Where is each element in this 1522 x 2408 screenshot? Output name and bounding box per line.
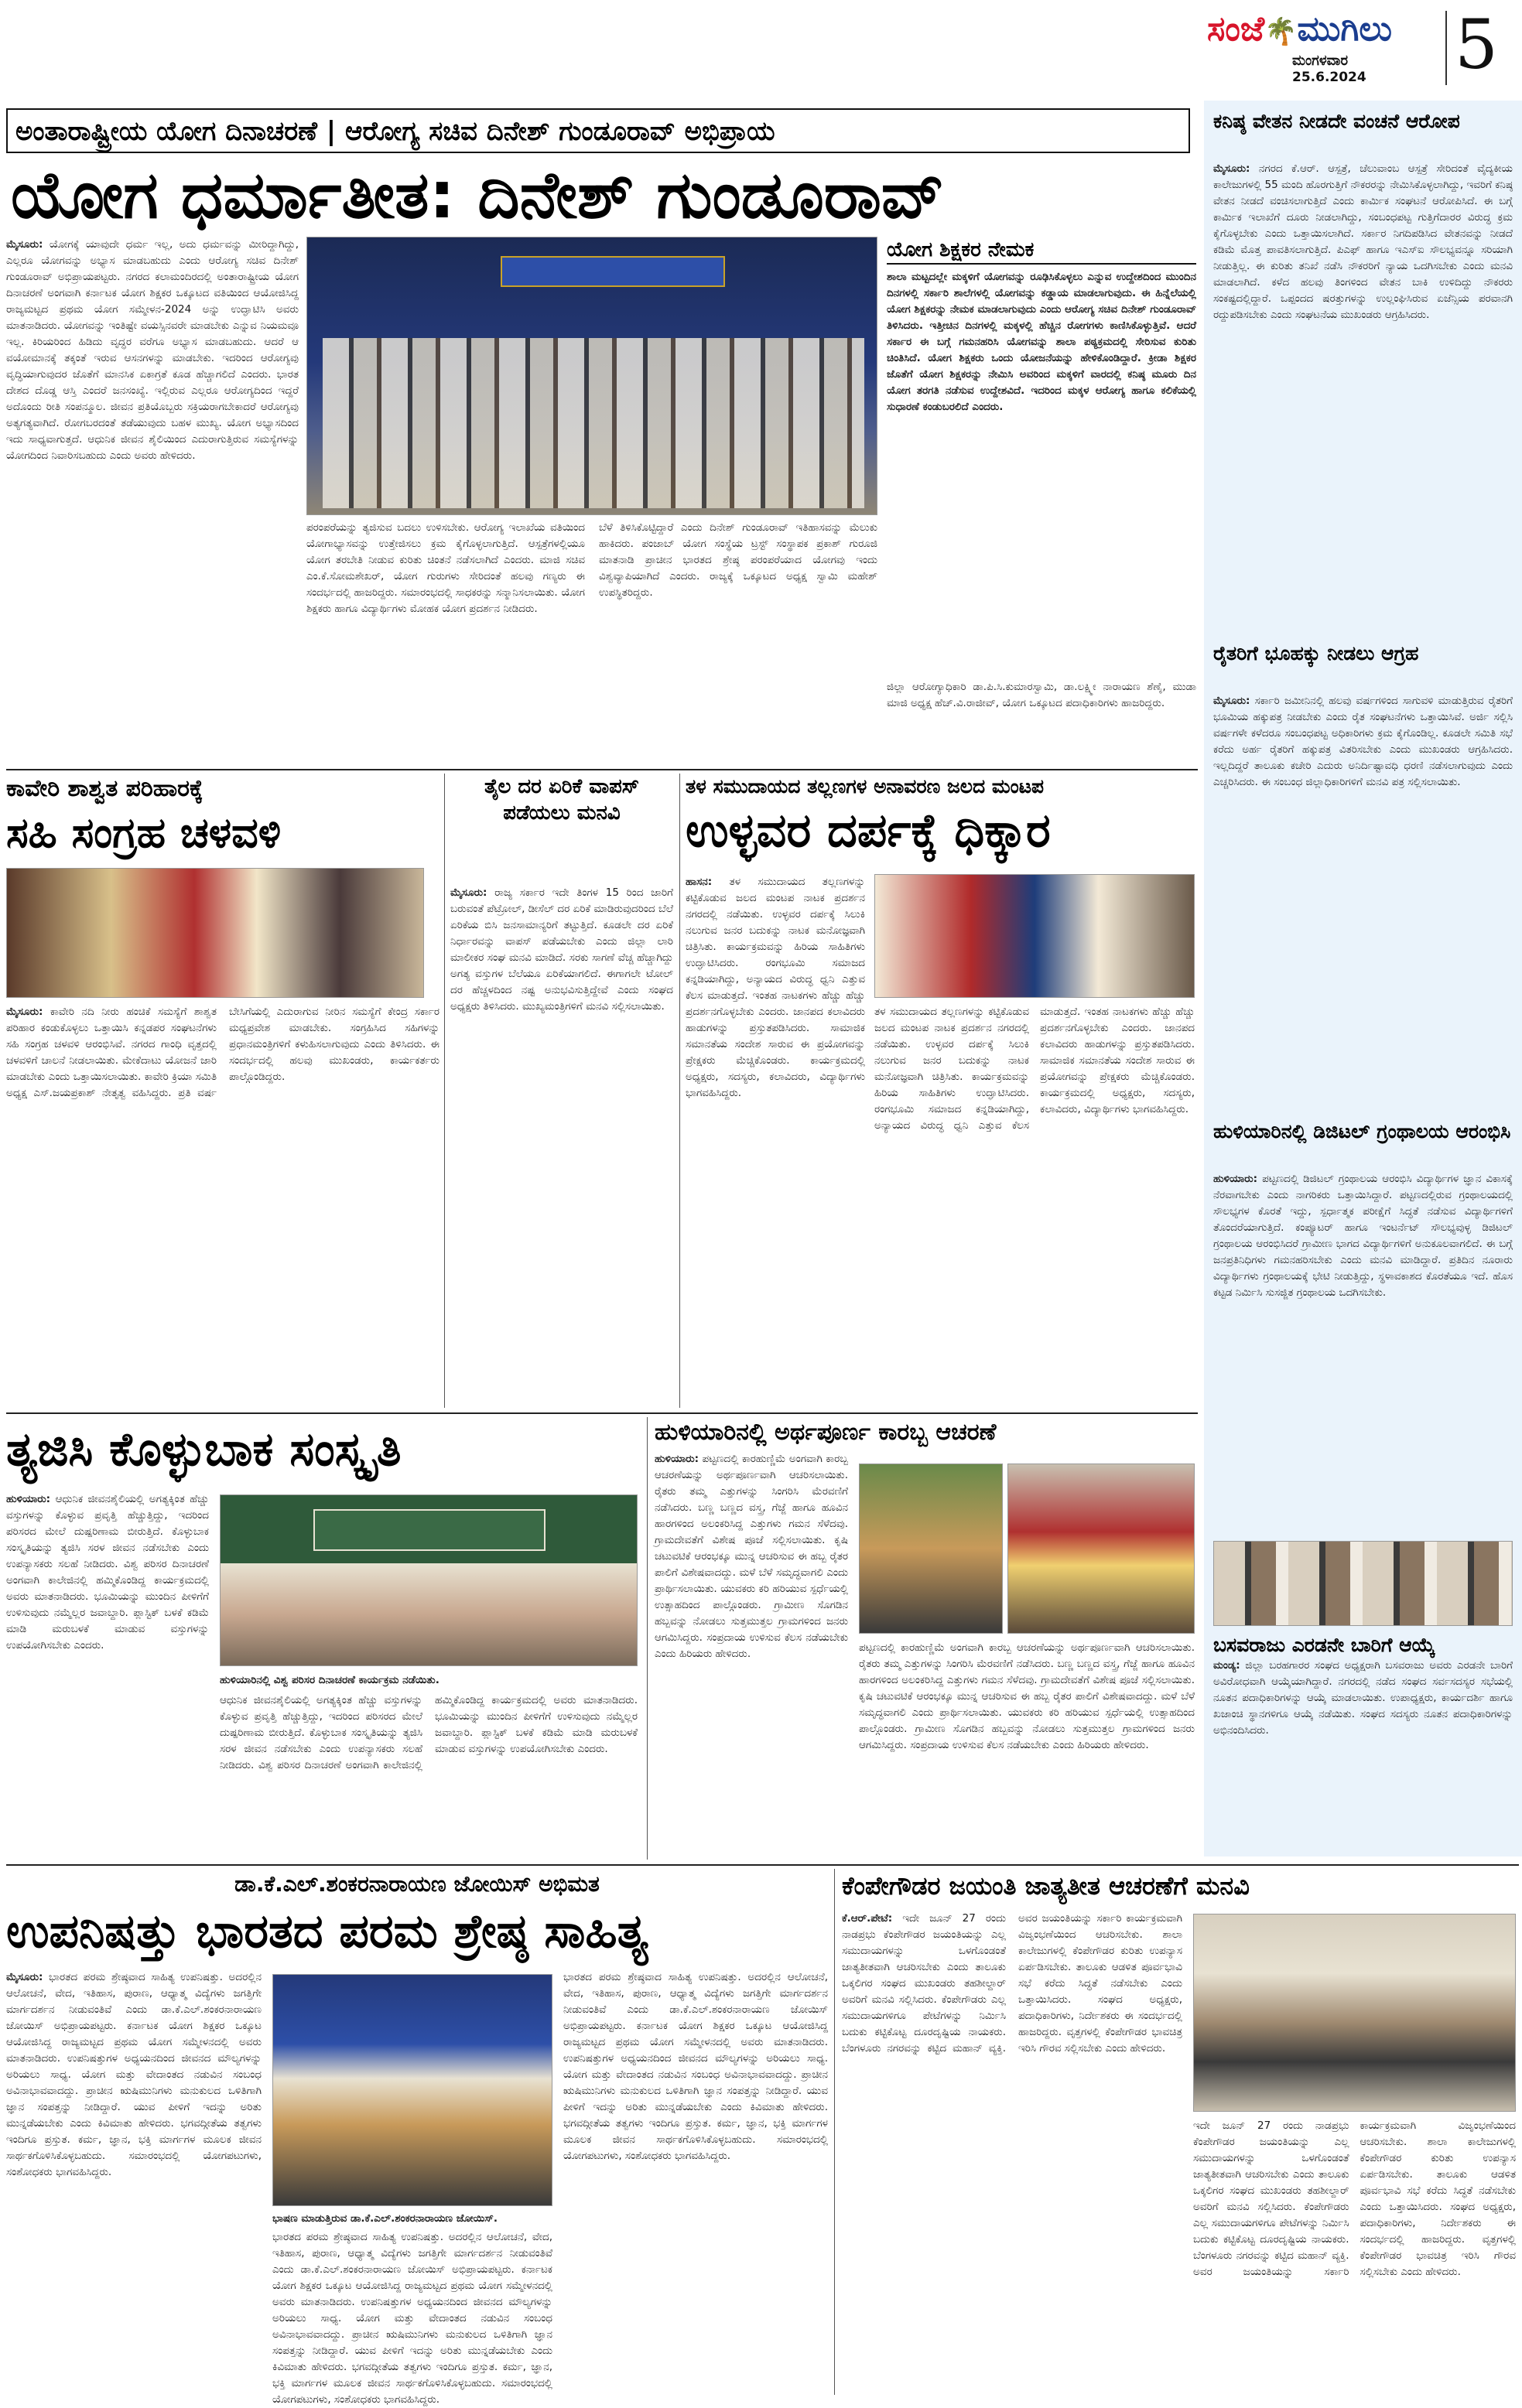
- upanishad-body-right: ಭಾರತದ ಪರಮ ಶ್ರೇಷ್ಠವಾದ ಸಾಹಿತ್ಯ ಉಪನಿಷತ್ತು. ಅದರಲ್ಲಿನ ಆಲೋಚನೆ, ವೇದ, ಇತಿಹಾಸ, ಪುರಾಣ, ಆಧ್ಯಾತ್ಮ ವಿದ್ಯೆಗಳು ಜಗತ್ತಿಗೇ ಮಾರ್ಗದರ್ಶನ ನೀಡುವಂತಿವೆ ಎಂದು ಡಾ.ಕೆ.ಎಲ್.ಶಂಕರನಾರಾಯಣ ಜೋಯಿಸ್ ಅಭಿಪ್ರಾಯಪಟ್ಟರು. ಕರ್ನಾಟಕ ಯೋಗ ಶಿಕ್ಷಕರ ಒಕ್ಕೂಟ ಆಯೋಜಿಸಿದ್ದ ರಾಜ್ಯಮಟ್ಟದ ಪ್ರಥಮ ಯೋಗ ಸಮ್ಮೇಳನದಲ್ಲಿ ಅವರು ಮಾತನಾಡಿದರು. ಉಪನಿಷತ್ತುಗಳ ಅಧ್ಯಯನದಿಂದ ಜೀವನದ ಮೌಲ್ಯಗಳನ್ನು ಅರಿಯಲು ಸಾಧ್ಯ. ಯೋಗ ಮತ್ತು ವೇದಾಂತದ ನಡುವಿನ ಸಂಬಂಧ ಅವಿನಾಭಾವವಾದದ್ದು. ಪ್ರಾಚೀನ ಋಷಿಮುನಿಗಳು ಮನುಕುಲದ ಒಳಿತಿಗಾಗಿ ಜ್ಞಾನ ಸಂಪತ್ತನ್ನು ನೀಡಿದ್ದಾರೆ. ಯುವ ಪೀಳಿಗೆ ಇದನ್ನು ಅರಿತು ಮುನ್ನಡೆಯಬೇಕು ಎಂದು ಕಿವಿಮಾತು ಹೇಳಿದರು. ಭಗವದ್ಗೀತೆಯ ತತ್ವಗಳು ಇಂದಿಗೂ ಪ್ರಸ್ತುತ. ಕರ್ಮ, ಜ್ಞಾನ, ಭಕ್ತಿ ಮಾರ್ಗಗಳ ಮೂಲಕ ಜೀವನ ಸಾರ್ಥಕಗೊಳಿಸಿಕೊಳ್ಳಬಹುದು. ಸಮಾರಂಭದಲ್ಲಿ ಯೋಗಪಟುಗಳು, ಸಂಶೋಧಕರು ಭಾಗವಹಿಸಿದ್ದರು.: [563, 1971, 828, 2162]
- karabba-photo-2: [1007, 1464, 1195, 1634]
- vrule-row2-a: [444, 774, 445, 1408]
- drama-body-left: ಹಾಸನ: ತಳ ಸಮುದಾಯದ ತಲ್ಲಣಗಳನ್ನು ಕಟ್ಟಿಕೊಡುವ ಜಲದ ಮಂಟಪ ನಾಟಕ ಪ್ರದರ್ಶನ ನಗರದಲ್ಲಿ ನಡೆಯಿತು. ಉಳ್ಳವರ ದರ್ಪಕ್ಕೆ ಸಿಲುಕಿ ನಲುಗುವ ಜನರ ಬದುಕನ್ನು ನಾಟಕ ಮನೋಜ್ಞವಾಗಿ ಚಿತ್ರಿಸಿತು. ಕಾರ್ಯಕ್ರಮವನ್ನು ಹಿರಿಯ ಸಾಹಿತಿಗಳು ಉದ್ಘಾಟಿಸಿದರು. ರಂಗಭೂಮಿ ಸಮಾಜದ ಕನ್ನಡಿಯಾಗಿದ್ದು, ಅನ್ಯಾಯದ ವಿರುದ್ಧ ಧ್ವನಿ ಎತ್ತುವ ಕೆಲಸ ಮಾಡುತ್ತದೆ. ಇಂತಹ ನಾಟಕಗಳು ಹೆಚ್ಚು ಹೆಚ್ಚು ಪ್ರದರ್ಶನಗೊಳ್ಳಬೇಕು ಎಂದರು. ಜಾನಪದ ಕಲಾವಿದರು ಹಾಡುಗಳನ್ನು ಪ್ರಸ್ತುತಪಡಿಸಿದರು. ಸಾಮಾಜಿಕ ಸಮಾನತೆಯ ಸಂದೇಶ ಸಾರುವ ಈ ಪ್ರಯೋಗವನ್ನು ಪ್ರೇಕ್ಷಕರು ಮೆಚ್ಚಿಕೊಂಡರು. ಕಾರ್ಯಕ್ರಮದಲ್ಲಿ ಅಧ್ಯಕ್ಷರು, ಸದಸ್ಯರು, ಕಲಾವಿದರು, ವಿದ್ಯಾರ್ಥಿಗಳು ಭಾಗವಹಿಸಿದ್ದರು.: [686, 876, 866, 1099]
- story-kempegowda: [842, 1869, 1519, 2395]
- right-b-body: ಮೈಸೂರು: ಸರ್ಕಾರಿ ಜಮೀನಿನಲ್ಲಿ ಹಲವು ವರ್ಷಗಳಿಂದ ಸಾಗುವಳಿ ಮಾಡುತ್ತಿರುವ ರೈತರಿಗೆ ಭೂಮಿಯ ಹಕ್ಕುಪತ್ರ ನೀಡಬೇಕು ಎಂದು ರೈತ ಸಂಘಟನೆಗಳು ಒತ್ತಾಯಿಸಿವೆ. ಅರ್ಜಿ ಸಲ್ಲಿಸಿ ವರ್ಷಗಳೇ ಕಳೆದರೂ ಸಂಬಂಧಪಟ್ಟ ಅಧಿಕಾರಿಗಳು ಕ್ರಮ ಕೈಗೊಂಡಿಲ್ಲ. ಕೂಡಲೇ ಸಮಿತಿ ಸಭೆ ಕರೆದು ಅರ್ಹ ರೈತರಿಗೆ ಹಕ್ಕುಪತ್ರ ವಿತರಿಸಬೇಕು ಎಂದು ಮುಖಂಡರು ಆಗ್ರಹಿಸಿದರು. ಇಲ್ಲದಿದ್ದರೆ ತಾಲೂಕು ಕಚೇರಿ ಎದುರು ಅನಿರ್ದಿಷ್ಟಾವಧಿ ಧರಣಿ ನಡೆಸಲಾಗುವುದು ಎಂದು ಎಚ್ಚರಿಸಿದರು. ಈ ಸಂಬಂಧ ಜಿಲ್ಲಾಧಿಕಾರಿಗಳಿಗೆ ಮನವಿ ಪತ್ರ ಸಲ್ಲಿಸಲಾಯಿತು.: [1213, 695, 1513, 788]
- right-c-photo: [1213, 1541, 1513, 1626]
- stage-banner: [501, 256, 725, 287]
- consumer-photo: [220, 1494, 638, 1666]
- kempegowda-body-left: ಕೆ.ಆರ್.ಪೇಟೆ: ಇದೇ ಜೂನ್ 27 ರಂದು ನಾಡಪ್ರಭು ಕೆಂಪೇಗೌಡರ ಜಯಂತಿಯನ್ನು ಎಲ್ಲ ಸಮುದಾಯಗಳನ್ನು ಒಳಗೊಂಡಂತೆ ಜಾತ್ಯತೀತವಾಗಿ ಆಚರಿಸಬೇಕು ಎಂದು ತಾಲೂಕು ಒಕ್ಕಲಿಗರ ಸಂಘದ ಮುಖಂಡರು ತಹಶೀಲ್ದಾರ್ ಅವರಿಗೆ ಮನವಿ ಸಲ್ಲಿಸಿದರು. ಕೆಂಪೇಗೌಡರು ಎಲ್ಲ ಸಮುದಾಯಗಳಿಗೂ ಪೇಟೆಗಳನ್ನು ನಿರ್ಮಿಸಿ ಬದುಕು ಕಟ್ಟಿಕೊಟ್ಟ ದೂರದೃಷ್ಟಿಯ ನಾಯಕರು. ಬೆಂಗಳೂರು ನಗರವನ್ನು ಕಟ್ಟಿದ ಮಹಾನ್ ವ್ಯಕ್ತಿ. ಅವರ ಜಯಂತಿಯನ್ನು ಸರ್ಕಾರಿ ಕಾರ್ಯಕ್ರಮವಾಗಿ ವಿಜೃಂಭಣೆಯಿಂದ ಆಚರಿಸಬೇಕು. ಶಾಲಾ ಕಾಲೇಜುಗಳಲ್ಲಿ ಕೆಂಪೇಗೌಡರ ಕುರಿತು ಉಪನ್ಯಾಸ ಏರ್ಪಡಿಸಬೇಕು. ತಾಲೂಕು ಆಡಳಿತ ಪೂರ್ವಭಾವಿ ಸಭೆ ಕರೆದು ಸಿದ್ಧತೆ ನಡೆಸಬೇಕು ಎಂದು ಒತ್ತಾಯಿಸಿದರು. ಸಂಘದ ಅಧ್ಯಕ್ಷರು, ಪದಾಧಿಕಾರಿಗಳು, ನಿರ್ದೇಶಕರು ಈ ಸಂದರ್ಭದಲ್ಲಿ ಹಾಜರಿದ್ದರು. ವೃತ್ತಗಳಲ್ಲಿ ಕೆಂಪೇಗೌಡರ ಭಾವಚಿತ್ರ ಇರಿಸಿ ಗೌರವ ಸಲ್ಲಿಸಬೇಕು ಎಂದು ಹೇಳಿದರು.: [842, 1912, 1182, 2054]
- masthead-day: ಮಂಗಳವಾರ: [1292, 53, 1349, 69]
- upanishad-headline: ಉಪನಿಷತ್ತು ಭಾರತದ ಪರಮ ಶ್ರೇಷ್ಠ ಸಾಹಿತ್ಯ: [6, 1904, 648, 1959]
- lead-body-col1: [6, 237, 299, 763]
- lead-headline: ಯೋಗ ಧರ್ಮಾತೀತ: ದಿನೇಶ್ ಗುಂಡೂರಾವ್: [11, 157, 945, 233]
- fuel-body: ಮೈಸೂರು: ರಾಜ್ಯ ಸರ್ಕಾರ ಇದೇ ತಿಂಗಳ 15 ರಿಂದ ಜಾರಿಗೆ ಬರುವಂತೆ ಪೆಟ್ರೋಲ್, ಡೀಸೆಲ್ ದರ ಏರಿಕೆ ಮಾಡಿರುವುದರಿಂದ ಬೆಲೆ ಏರಿಕೆಯ ಬಿಸಿ ಜನಸಾಮಾನ್ಯರಿಗೆ ತಟ್ಟುತ್ತಿದೆ. ಕೂಡಲೇ ದರ ಏರಿಕೆ ನಿರ್ಧಾರವನ್ನು ವಾಪಸ್ ಪಡೆಯಬೇಕು ಎಂದು ಜಿಲ್ಲಾ ಲಾರಿ ಮಾಲೀಕರ ಸಂಘ ಮನವಿ ಮಾಡಿದೆ. ಸರಕು ಸಾಗಣೆ ವೆಚ್ಚ ಹೆಚ್ಚಾಗಿದ್ದು ಅಗತ್ಯ ವಸ್ತುಗಳ ಬೆಲೆಯೂ ಏರಿಕೆಯಾಗಲಿದೆ. ಈಗಾಗಲೇ ಟೋಲ್ ದರ ಹೆಚ್ಚಳದಿಂದ ನಷ್ಟ ಅನುಭವಿಸುತ್ತಿದ್ದೇವೆ ಎಂದು ಸಂಘದ ಅಧ್ಯಕ್ಷರು ತಿಳಿಸಿದರು. ಮುಖ್ಯಮಂತ್ರಿಗಳಿಗೆ ಮನವಿ ಸಲ್ಲಿಸಲಾಯಿತು.: [450, 886, 673, 1013]
- logo-name-left: ಸಂಜೆ: [1207, 9, 1265, 49]
- story-drama: [686, 774, 1198, 1408]
- box-body: ಶಾಲಾ ಮಟ್ಟದಲ್ಲೇ ಮಕ್ಕಳಿಗೆ ಯೋಗವನ್ನು ರೂಢಿಸಿಕೊಳ್ಳಲು ಎನ್ನುವ ಉದ್ದೇಶದಿಂದ ಮುಂದಿನ ದಿನಗಳಲ್ಲಿ ಸರ್ಕಾರಿ ಶಾಲೆಗಳಲ್ಲಿ ಯೋಗವನ್ನು ಕಡ್ಡಾಯ ಮಾಡಲಾಗುವುದು. ಈ ಹಿನ್ನೆಲೆಯಲ್ಲಿ ಯೋಗ ಶಿಕ್ಷಕರನ್ನು ನೇಮಕ ಮಾಡಲಾಗುವುದು ಎಂದು ಆರೋಗ್ಯ ಸಚಿವ ದಿನೇಶ್ ಗುಂಡೂರಾವ್ ತಿಳಿಸಿದರು. ಇತ್ತೀಚಿನ ದಿನಗಳಲ್ಲಿ ಮಕ್ಕಳಲ್ಲಿ ಹೆಚ್ಚಿನ ರೋಗಗಳು ಕಾಣಿಸಿಕೊಳ್ಳುತ್ತಿವೆ. ಆದರೆ ಸರ್ಕಾರ ಈ ಬಗ್ಗೆ ಗಮನಹರಿಸಿ ಯೋಗವನ್ನು ಶಾಲಾ ಪಠ್ಯಕ್ರಮದಲ್ಲಿ ಸೇರಿಸುವ ಕುರಿತು ಚಿಂತಿಸಿದೆ. ಯೋಗ ಶಿಕ್ಷಕರು ಒಂದು ಯೋಜನೆಯನ್ನು ಹೇಳಿಕೊಂಡಿದ್ದಾರೆ. ಕ್ರೀಡಾ ಶಿಕ್ಷಕರ ಜೊತೆಗೆ ಯೋಗ ಶಿಕ್ಷಕರನ್ನು ನೇಮಿಸಿ ಅವರಿಂದ ಮಕ್ಕಳಿಗೆ ವಾರದಲ್ಲಿ ಕನಿಷ್ಠ ಮೂರು ದಿನ ಯೋಗ ತರಗತಿ ನಡೆಸುವ ಉದ್ದೇಶವಿದೆ. ಇದರಿಂದ ಮಕ್ಕಳ ಆರೋಗ್ಯ ಹಾಗೂ ಕಲಿಕೆಯಲ್ಲಿ ಸುಧಾರಣೆ ಕಂಡುಬರಲಿದೆ ಎಂದರು.: [887, 271, 1196, 413]
- kempegowda-body-right: ಇದೇ ಜೂನ್ 27 ರಂದು ನಾಡಪ್ರಭು ಕೆಂಪೇಗೌಡರ ಜಯಂತಿಯನ್ನು ಎಲ್ಲ ಸಮುದಾಯಗಳನ್ನು ಒಳಗೊಂಡಂತೆ ಜಾತ್ಯತೀತವಾಗಿ ಆಚರಿಸಬೇಕು ಎಂದು ತಾಲೂಕು ಒಕ್ಕಲಿಗರ ಸಂಘದ ಮುಖಂಡರು ತಹಶೀಲ್ದಾರ್ ಅವರಿಗೆ ಮನವಿ ಸಲ್ಲಿಸಿದರು. ಕೆಂಪೇಗೌಡರು ಎಲ್ಲ ಸಮುದಾಯಗಳಿಗೂ ಪೇಟೆಗಳನ್ನು ನಿರ್ಮಿಸಿ ಬದುಕು ಕಟ್ಟಿಕೊಟ್ಟ ದೂರದೃಷ್ಟಿಯ ನಾಯಕರು. ಬೆಂಗಳೂರು ನಗರವನ್ನು ಕಟ್ಟಿದ ಮಹಾನ್ ವ್ಯಕ್ತಿ. ಅವರ ಜಯಂತಿಯನ್ನು ಸರ್ಕಾರಿ ಕಾರ್ಯಕ್ರಮವಾಗಿ ವಿಜೃಂಭಣೆಯಿಂದ ಆಚರಿಸಬೇಕು. ಶಾಲಾ ಕಾಲೇಜುಗಳಲ್ಲಿ ಕೆಂಪೇಗೌಡರ ಕುರಿತು ಉಪನ್ಯಾಸ ಏರ್ಪಡಿಸಬೇಕು. ತಾಲೂಕು ಆಡಳಿತ ಪೂರ್ವಭಾವಿ ಸಭೆ ಕರೆದು ಸಿದ್ಧತೆ ನಡೆಸಬೇಕು ಎಂದು ಒತ್ತಾಯಿಸಿದರು. ಸಂಘದ ಅಧ್ಯಕ್ಷರು, ಪದಾಧಿಕಾರಿಗಳು, ನಿರ್ದೇಶಕರು ಈ ಸಂದರ್ಭದಲ್ಲಿ ಹಾಜರಿದ್ದರು. ವೃತ್ತಗಳಲ್ಲಿ ಕೆಂಪೇಗೌಡರ ಭಾವಚಿತ್ರ ಇರಿಸಿ ಗೌರವ ಸಲ್ಲಿಸಬೇಕು ಎಂದು ಹೇಳಿದರು.: [1193, 2119, 1516, 2278]
- masthead-logo: [1207, 6, 1439, 53]
- right-a-title: ಕನಿಷ್ಠ ವೇತನ ನೀಡದೇ ವಂಚನೆ ಆರೋಪ: [1213, 110, 1460, 132]
- consumer-body-right: ಆಧುನಿಕ ಜೀವನಶೈಲಿಯಲ್ಲಿ ಅಗತ್ಯಕ್ಕಿಂತ ಹೆಚ್ಚು ವಸ್ತುಗಳನ್ನು ಕೊಳ್ಳುವ ಪ್ರವೃತ್ತಿ ಹೆಚ್ಚುತ್ತಿದ್ದು, ಇದರಿಂದ ಪರಿಸರದ ಮೇಲೆ ದುಷ್ಪರಿಣಾಮ ಬೀರುತ್ತಿದೆ. ಕೊಳ್ಳುಬಾಕ ಸಂಸ್ಕೃತಿಯನ್ನು ತ್ಯಜಿಸಿ ಸರಳ ಜೀವನ ನಡೆಸಬೇಕು ಎಂದು ಉಪನ್ಯಾಸಕರು ಸಲಹೆ ನೀಡಿದರು. ವಿಶ್ವ ಪರಿಸರ ದಿನಾಚರಣೆ ಅಂಗವಾಗಿ ಕಾಲೇಜಿನಲ್ಲಿ ಹಮ್ಮಿಕೊಂಡಿದ್ದ ಕಾರ್ಯಕ್ರಮದಲ್ಲಿ ಅವರು ಮಾತನಾಡಿದರು. ಭೂಮಿಯನ್ನು ಮುಂದಿನ ಪೀಳಿಗೆಗೆ ಉಳಿಸುವುದು ನಮ್ಮೆಲ್ಲರ ಜವಾಬ್ದಾರಿ. ಪ್ಲಾಸ್ಟಿಕ್ ಬಳಕೆ ಕಡಿಮೆ ಮಾಡಿ ಮರುಬಳಕೆ ಮಾಡುವ ವಸ್ತುಗಳನ್ನು ಉಪಯೋಗಿಸಬೇಕು ಎಂದರು.: [220, 1694, 638, 1771]
- consumer-body-left: ಹುಳಿಯಾರು: ಆಧುನಿಕ ಜೀವನಶೈಲಿಯಲ್ಲಿ ಅಗತ್ಯಕ್ಕಿಂತ ಹೆಚ್ಚು ವಸ್ತುಗಳನ್ನು ಕೊಳ್ಳುವ ಪ್ರವೃತ್ತಿ ಹೆಚ್ಚುತ್ತಿದ್ದು, ಇದರಿಂದ ಪರಿಸರದ ಮೇಲೆ ದುಷ್ಪರಿಣಾಮ ಬೀರುತ್ತಿದೆ. ಕೊಳ್ಳುಬಾಕ ಸಂಸ್ಕೃತಿಯನ್ನು ತ್ಯಜಿಸಿ ಸರಳ ಜೀವನ ನಡೆಸಬೇಕು ಎಂದು ಉಪನ್ಯಾಸಕರು ಸಲಹೆ ನೀಡಿದರು. ವಿಶ್ವ ಪರಿಸರ ದಿನಾಚರಣೆ ಅಂಗವಾಗಿ ಕಾಲೇಜಿನಲ್ಲಿ ಹಮ್ಮಿಕೊಂಡಿದ್ದ ಕಾರ್ಯಕ್ರಮದಲ್ಲಿ ಅವರು ಮಾತನಾಡಿದರು. ಭೂಮಿಯನ್ನು ಮುಂದಿನ ಪೀಳಿಗೆಗೆ ಉಳಿಸುವುದು ನಮ್ಮೆಲ್ಲರ ಜವಾಬ್ದಾರಿ. ಪ್ಲಾಸ್ಟಿಕ್ ಬಳಕೆ ಕಡಿಮೆ ಮಾಡಿ ಮರುಬಳಕೆ ಮಾಡುವ ವಸ್ತುಗಳನ್ನು ಉಪಯೋಗಿಸಬೇಕು ಎಂದರು.: [6, 1493, 209, 1651]
- drama-headline: ಉಳ್ಳವರ ದರ್ಪಕ್ಕೆ ಧಿಕ್ಕಾರ: [686, 804, 1051, 858]
- consumer-caption: ಹುಳಿಯಾರಿನಲ್ಲಿ ವಿಶ್ವ ಪರಿಸರ ದಿನಾಚರಣೆ ಕಾರ್ಯಕ್ರಮ ನಡೆಯಿತು.: [220, 1674, 439, 1686]
- logo-name-right: ಮುಗಿಲು: [1297, 9, 1392, 49]
- rule-after-lead: [6, 769, 1198, 770]
- upanishad-kicker: ಡಾ.ಕೆ.ಎಲ್.ಶಂಕರನಾರಾಯಣ ಜೋಯಿಸ್ ಅಭಿಮತ: [234, 1871, 600, 1897]
- vrule-row3: [647, 1417, 648, 1860]
- kempegowda-headline: ಕೆಂಪೇಗೌಡರ ಜಯಂತಿ ಜಾತ್ಯತೀತ ಆಚರಣೆಗೆ ಮನವಿ: [842, 1871, 1250, 1901]
- lead-body-2: ಪರಂಪರೆಯನ್ನು ತ್ಯಜಿಸುವ ಬದಲು ಉಳಿಸಬೇಕು. ಆರೋಗ್ಯ ಇಲಾಖೆಯ ವತಿಯಿಂದ ಯೋಗಾಭ್ಯಾಸವನ್ನು ಉತ್ತೇಜಿಸಲು ಕ್ರಮ ಕೈಗೊಳ್ಳಲಾಗುತ್ತಿದೆ. ಆಸ್ಪತ್ರೆಗಳಲ್ಲಿಯೂ ಯೋಗ ತರಬೇತಿ ನೀಡುವ ಕುರಿತು ಚಿಂತನೆ ನಡೆಸಲಾಗಿದೆ ಎಂದರು. ಮಾಜಿ ಸಚಿವ ಎಂ.ಕೆ.ಸೋಮಶೇಖರ್, ಯೋಗ ಗುರುಗಳು ಸೇರಿದಂತೆ ಹಲವು ಗಣ್ಯರು ಈ ಸಂದರ್ಭದಲ್ಲಿ ಹಾಜರಿದ್ದರು. ಸಮಾರಂಭದಲ್ಲಿ ಸಾಧಕರನ್ನು ಸನ್ಮಾನಿಸಲಾಯಿತು. ಯೋಗ ಶಿಕ್ಷಕರು ಹಾಗೂ ವಿದ್ಯಾರ್ಥಿಗಳು ಮೋಹಕ ಯೋಗ ಪ್ರದರ್ಶನ ನೀಡಿದರು.: [306, 521, 585, 615]
- drama-photo: [874, 874, 1195, 998]
- lead-body-col2: [306, 520, 877, 763]
- lead-body-3: ಬೆಳೆ ತಿಳಿಸಿಕೊಟ್ಟಿದ್ದಾರೆ ಎಂದು ದಿನೇಶ್ ಗುಂಡೂರಾವ್ ಇತಿಹಾಸವನ್ನು ಮೆಲುಕು ಹಾಕಿದರು. ಪಂಜಾಬ್ ಯೋಗ ಸಂಸ್ಥೆಯ ಟ್ರಸ್ಟ್ ಸಂಸ್ಥಾಪಕ ಪ್ರಕಾಶ್ ಗುರೂಜಿ ಮಾತನಾಡಿ ಪ್ರಾಚೀನ ಭಾರತದ ಶ್ರೇಷ್ಠ ಪರಂಪರೆಯಾದ ಯೋಗವು ಇಂದು ವಿಶ್ವವ್ಯಾಪಿಯಾಗಿದೆ ಎಂದರು. ರಾಜ್ಯಕ್ಕೆ ಒಕ್ಕೂಟದ ಅಧ್ಯಕ್ಷ ಸ್ವಾಮಿ ಮಹೇಶ್ ಉಪಸ್ಥಿತರಿದ್ದರು.: [599, 521, 877, 599]
- cauvery-headline: ಸಹಿ ಸಂಗ್ರಹ ಚಳವಳಿ: [6, 808, 282, 857]
- upanishad-body-mid: ಭಾರತದ ಪರಮ ಶ್ರೇಷ್ಠವಾದ ಸಾಹಿತ್ಯ ಉಪನಿಷತ್ತು. ಅದರಲ್ಲಿನ ಆಲೋಚನೆ, ವೇದ, ಇತಿಹಾಸ, ಪುರಾಣ, ಆಧ್ಯಾತ್ಮ ವಿದ್ಯೆಗಳು ಜಗತ್ತಿಗೇ ಮಾರ್ಗದರ್ಶನ ನೀಡುವಂತಿವೆ ಎಂದು ಡಾ.ಕೆ.ಎಲ್.ಶಂಕರನಾರಾಯಣ ಜೋಯಿಸ್ ಅಭಿಪ್ರಾಯಪಟ್ಟರು. ಕರ್ನಾಟಕ ಯೋಗ ಶಿಕ್ಷಕರ ಒಕ್ಕೂಟ ಆಯೋಜಿಸಿದ್ದ ರಾಜ್ಯಮಟ್ಟದ ಪ್ರಥಮ ಯೋಗ ಸಮ್ಮೇಳನದಲ್ಲಿ ಅವರು ಮಾತನಾಡಿದರು. ಉಪನಿಷತ್ತುಗಳ ಅಧ್ಯಯನದಿಂದ ಜೀವನದ ಮೌಲ್ಯಗಳನ್ನು ಅರಿಯಲು ಸಾಧ್ಯ. ಯೋಗ ಮತ್ತು ವೇದಾಂತದ ನಡುವಿನ ಸಂಬಂಧ ಅವಿನಾಭಾವವಾದದ್ದು. ಪ್ರಾಚೀನ ಋಷಿಮುನಿಗಳು ಮನುಕುಲದ ಒಳಿತಿಗಾಗಿ ಜ್ಞಾನ ಸಂಪತ್ತನ್ನು ನೀಡಿದ್ದಾರೆ. ಯುವ ಪೀಳಿಗೆ ಇದನ್ನು ಅರಿತು ಮುನ್ನಡೆಯಬೇಕು ಎಂದು ಕಿವಿಮಾತು ಹೇಳಿದರು. ಭಗವದ್ಗೀತೆಯ ತತ್ವಗಳು ಇಂದಿಗೂ ಪ್ರಸ್ತುತ. ಕರ್ಮ, ಜ್ಞಾನ, ಭಕ್ತಿ ಮಾರ್ಗಗಳ ಮೂಲಕ ಜೀವನ ಸಾರ್ಥಕಗೊಳಿಸಿಕೊಳ್ಳಬಹುದು. ಸಮಾರಂಭದಲ್ಲಿ ಯೋಗಪಟುಗಳು, ಸಂಶೋಧಕರು ಭಾಗವಹಿಸಿದ್ದರು.: [272, 2231, 552, 2406]
- karabba-headline: ಹುಳಿಯಾರಿನಲ್ಲಿ ಅರ್ಥಪೂರ್ಣ ಕಾರಬ್ಬ ಆಚರಣೆ: [655, 1419, 997, 1446]
- cauvery-kicker: ಕಾವೇರಿ ಶಾಶ್ವತ ಪರಿಹಾರಕ್ಕೆ: [6, 775, 204, 802]
- cauvery-photo: [6, 868, 424, 998]
- vrule-row2-b: [679, 774, 680, 1408]
- lead-photo: [306, 237, 877, 515]
- story-consumer: [6, 1417, 641, 1860]
- karabba-body-left: ಹುಳಿಯಾರು: ಪಟ್ಟಣದಲ್ಲಿ ಕಾರಹುಣ್ಣಿಮೆ ಅಂಗವಾಗಿ ಕಾರಬ್ಬ ಆಚರಣೆಯನ್ನು ಅರ್ಥಪೂರ್ಣವಾಗಿ ಆಚರಿಸಲಾಯಿತು. ರೈತರು ತಮ್ಮ ಎತ್ತುಗಳನ್ನು ಸಿಂಗರಿಸಿ ಮೆರವಣಿಗೆ ನಡೆಸಿದರು. ಬಣ್ಣ ಬಣ್ಣದ ವಸ್ತ್ರ, ಗೆಜ್ಜೆ ಹಾಗೂ ಹೂವಿನ ಹಾರಗಳಿಂದ ಅಲಂಕರಿಸಿದ್ದ ಎತ್ತುಗಳು ಗಮನ ಸೆಳೆದವು. ಗ್ರಾಮದೇವತೆಗೆ ವಿಶೇಷ ಪೂಜೆ ಸಲ್ಲಿಸಲಾಯಿತು. ಕೃಷಿ ಚಟುವಟಿಕೆ ಆರಂಭಕ್ಕೂ ಮುನ್ನ ಆಚರಿಸುವ ಈ ಹಬ್ಬ ರೈತರ ಪಾಲಿಗೆ ವಿಶೇಷವಾದದ್ದು. ಮಳೆ ಬೆಳೆ ಸಮೃದ್ಧವಾಗಲಿ ಎಂದು ಪ್ರಾರ್ಥಿಸಲಾಯಿತು. ಯುವಕರು ಕರಿ ಹರಿಯುವ ಸ್ಪರ್ಧೆಯಲ್ಲಿ ಉತ್ಸಾಹದಿಂದ ಪಾಲ್ಗೊಂಡರು. ಗ್ರಾಮೀಣ ಸೊಗಡಿನ ಹಬ್ಬವನ್ನು ನೋಡಲು ಸುತ್ತಮುತ್ತಲ ಗ್ರಾಮಗಳಿಂದ ಜನರು ಆಗಮಿಸಿದ್ದರು. ಸಂಪ್ರದಾಯ ಉಳಿಸುವ ಕೆಲಸ ನಡೆಯಬೇಕು ಎಂದು ಹಿರಿಯರು ಹೇಳಿದರು.: [655, 1453, 848, 1660]
- drama-body-right: ತಳ ಸಮುದಾಯದ ತಲ್ಲಣಗಳನ್ನು ಕಟ್ಟಿಕೊಡುವ ಜಲದ ಮಂಟಪ ನಾಟಕ ಪ್ರದರ್ಶನ ನಗರದಲ್ಲಿ ನಡೆಯಿತು. ಉಳ್ಳವರ ದರ್ಪಕ್ಕೆ ಸಿಲುಕಿ ನಲುಗುವ ಜನರ ಬದುಕನ್ನು ನಾಟಕ ಮನೋಜ್ಞವಾಗಿ ಚಿತ್ರಿಸಿತು. ಕಾರ್ಯಕ್ರಮವನ್ನು ಹಿರಿಯ ಸಾಹಿತಿಗಳು ಉದ್ಘಾಟಿಸಿದರು. ರಂಗಭೂಮಿ ಸಮಾಜದ ಕನ್ನಡಿಯಾಗಿದ್ದು, ಅನ್ಯಾಯದ ವಿರುದ್ಧ ಧ್ವನಿ ಎತ್ತುವ ಕೆಲಸ ಮಾಡುತ್ತದೆ. ಇಂತಹ ನಾಟಕಗಳು ಹೆಚ್ಚು ಹೆಚ್ಚು ಪ್ರದರ್ಶನಗೊಳ್ಳಬೇಕು ಎಂದರು. ಜಾನಪದ ಕಲಾವಿದರು ಹಾಡುಗಳನ್ನು ಪ್ರಸ್ತುತಪಡಿಸಿದರು. ಸಾಮಾಜಿಕ ಸಮಾನತೆಯ ಸಂದೇಶ ಸಾರುವ ಈ ಪ್ರಯೋಗವನ್ನು ಪ್ರೇಕ್ಷಕರು ಮೆಚ್ಚಿಕೊಂಡರು. ಕಾರ್ಯಕ್ರಮದಲ್ಲಿ ಅಧ್ಯಕ್ಷರು, ಸದಸ್ಯರು, ಕಲಾವಿದರು, ವಿದ್ಯಾರ್ಥಿಗಳು ಭಾಗವಹಿಸಿದ್ದರು.: [874, 1006, 1195, 1132]
- kempegowda-photo: [1193, 1914, 1516, 2112]
- right-d-body: ಮಂಡ್ಯ: ಜಿಲ್ಲಾ ಬರಹಗಾರರ ಸಂಘದ ಅಧ್ಯಕ್ಷರಾಗಿ ಬಸವರಾಜು ಅವರು ಎರಡನೇ ಬಾರಿಗೆ ಅವಿರೋಧವಾಗಿ ಆಯ್ಕೆಯಾಗಿದ್ದಾರೆ. ನಗರದಲ್ಲಿ ನಡೆದ ಸಂಘದ ಸರ್ವಸದಸ್ಯರ ಸಭೆಯಲ್ಲಿ ನೂತನ ಪದಾಧಿಕಾರಿಗಳನ್ನು ಆಯ್ಕೆ ಮಾಡಲಾಯಿತು. ಉಪಾಧ್ಯಕ್ಷರು, ಕಾರ್ಯದರ್ಶಿ ಹಾಗೂ ಖಜಾಂಚಿ ಸ್ಥಾನಗಳಿಗೂ ಆಯ್ಕೆ ನಡೆಯಿತು. ಸಂಘದ ಸದಸ್ಯರು ನೂತನ ಪದಾಧಿಕಾರಿಗಳನ್ನು ಅಭಿನಂದಿಸಿದರು.: [1213, 1659, 1513, 1737]
- cauvery-body: ಮೈಸೂರು: ಕಾವೇರಿ ನದಿ ನೀರು ಹಂಚಿಕೆ ಸಮಸ್ಯೆಗೆ ಶಾಶ್ವತ ಪರಿಹಾರ ಕಂಡುಕೊಳ್ಳಲು ಒತ್ತಾಯಿಸಿ ಕನ್ನಡಪರ ಸಂಘಟನೆಗಳು ಸಹಿ ಸಂಗ್ರಹ ಚಳವಳಿ ಆರಂಭಿಸಿವೆ. ನಗರದ ಗಾಂಧಿ ವೃತ್ತದಲ್ಲಿ ಚಳವಳಿಗೆ ಚಾಲನೆ ನೀಡಲಾಯಿತು. ಮೇಕೆದಾಟು ಯೋಜನೆ ಜಾರಿ ಮಾಡಬೇಕು ಎಂದು ಒತ್ತಾಯಿಸಲಾಯಿತು. ಕಾವೇರಿ ಕ್ರಿಯಾ ಸಮಿತಿ ಅಧ್ಯಕ್ಷ ಎಸ್.ಜಯಪ್ರಕಾಶ್ ನೇತೃತ್ವ ವಹಿಸಿದ್ದರು. ಪ್ರತಿ ವರ್ಷ ಬೇಸಿಗೆಯಲ್ಲಿ ಎದುರಾಗುವ ನೀರಿನ ಸಮಸ್ಯೆಗೆ ಕೇಂದ್ರ ಸರ್ಕಾರ ಮಧ್ಯಪ್ರವೇಶ ಮಾಡಬೇಕು. ಸಂಗ್ರಹಿಸಿದ ಸಹಿಗಳನ್ನು ಪ್ರಧಾನಮಂತ್ರಿಗಳಿಗೆ ಕಳುಹಿಸಲಾಗುವುದು ಎಂದು ತಿಳಿಸಿದರು. ಈ ಸಂದರ್ಭದಲ್ಲಿ ಹಲವು ಮುಖಂಡರು, ಕಾರ್ಯಕರ್ತರು ಪಾಲ್ಗೊಂಡಿದ್ದರು.: [6, 1006, 439, 1099]
- lead-dateline: ಮೈಸೂರು:: [6, 238, 43, 251]
- banner-in-photo: [313, 1509, 546, 1551]
- consumer-headline: ತ್ಯಜಿಸಿ ಕೊಳ್ಳುಬಾಕ ಸಂಸ್ಕೃತಿ: [6, 1423, 402, 1477]
- story-cauvery: [6, 774, 439, 1408]
- box-title: ಯೋಗ ಶಿಕ್ಷಕರ ನೇಮಕ: [887, 237, 1196, 265]
- right-b-title: ರೈತರಿಗೆ ಭೂಹಕ್ಕು ನೀಡಲು ಆಗ್ರಹ: [1213, 642, 1419, 664]
- lead-body-1: ಯೋಗಕ್ಕೆ ಯಾವುದೇ ಧರ್ಮ ಇಲ್ಲ, ಅದು ಧರ್ಮವನ್ನು ಮೀರಿದ್ದಾಗಿದ್ದು, ಎಲ್ಲರೂ ಯೋಗವನ್ನು ಅಭ್ಯಾಸ ಮಾಡಬಹುದು ಎಂದು ಆರೋಗ್ಯ ಸಚಿವ ದಿನೇಶ್ ಗುಂಡೂರಾವ್ ಅಭಿಪ್ರಾಯಪಟ್ಟರು. ನಗರದ ಕಲಾಮಂದಿರದಲ್ಲಿ ಅಂತಾರಾಷ್ಟ್ರೀಯ ಯೋಗ ದಿನಾಚರಣೆ ಅಂಗವಾಗಿ ಕರ್ನಾಟಕ ಯೋಗ ಶಿಕ್ಷಕರ ಒಕ್ಕೂಟದ ವತಿಯಿಂದ ಆಯೋಜಿಸಿದ್ದ ರಾಜ್ಯಮಟ್ಟದ ಪ್ರಥಮ ಯೋಗ ಸಮ್ಮೇಳನ-2024 ಅನ್ನು ಉದ್ಘಾಟಿಸಿ ಅವರು ಮಾತನಾಡಿದರು. ಯೋಗವನ್ನು ಇಂತಿಷ್ಟೇ ವಯಸ್ಸಿನವರೇ ಮಾಡಬೇಕು ಎನ್ನುವ ನಿಯಮವೂ ಇಲ್ಲ. ಕಿರಿಯರಿಂದ ಹಿಡಿದು ವೃದ್ಧರ ವರೆಗೂ ಅಭ್ಯಾಸ ಮಾಡಬಹುದು. ಆದರೆ ಆ ವಯೋಮಾನಕ್ಕೆ ತಕ್ಕಂತೆ ಇರುವ ಆಸನಗಳನ್ನು ಮಾಡಬೇಕು. ಇದರಿಂದ ಆರೋಗ್ಯವು ವೃದ್ಧಿಯಾಗುವುದರ ಜೊತೆಗೆ ಮಾನಸಿಕ ಏಕಾಗ್ರತೆ ಕೂಡ ಹೆಚ್ಚಾಗಲಿದೆ ಎಂದರು. ಭಾರತ ದೇಶದ ದೊಡ್ಡ ಆಸ್ತಿ ಎಂದರೆ ಜನಸಂಖ್ಯೆ. ಇಲ್ಲಿರುವ ಎಲ್ಲರೂ ಆರೋಗ್ಯದಿಂದ ಇದ್ದರೆ ಅದೊಂದು ರೀತಿ ಸಂಪನ್ಮೂಲ. ಜೀವನ ಪ್ರತಿಯೊಬ್ಬರು ಸಕ್ರಿಯರಾಗಬೇಕಾದರೆ ಆರೋಗ್ಯವು ಅತ್ಯಗತ್ಯವಾಗಿದೆ. ರೋಗಬರದಂತೆ ತಡೆಯುವುದು ಬಹಳ ಮುಖ್ಯ. ಯೋಗ ಅಭ್ಯಾಸದಿಂದ ಇದು ಸಾಧ್ಯವಾಗುತ್ತದೆ. ಆಧುನಿಕ ಜೀವನ ಶೈಲಿಯಿಂದ ಎದುರಾಗುತ್ತಿರುವ ಸಮಸ್ಯೆಗಳನ್ನು ಯೋಗದಿಂದ ನಿವಾರಿಸಬಹುದು ಎಂದು ಅವರು ಹೇಳಿದರು.: [6, 238, 299, 462]
- upanishad-photo: [272, 1974, 552, 2206]
- upanishad-caption: ಭಾಷಣ ಮಾಡುತ್ತಿರುವ ಡಾ.ಕೆ.ಎಲ್.ಶಂಕರನಾರಾಯಣ ಜೋಯಿಸ್.: [272, 2212, 498, 2225]
- story-karabba: [655, 1417, 1198, 1860]
- right-a-body: ಮೈಸೂರು: ನಗರದ ಕೆ.ಆರ್. ಆಸ್ಪತ್ರೆ, ಚೆಲುವಾಂಬ ಆಸ್ಪತ್ರೆ ಸೇರಿದಂತೆ ವೈದ್ಯಕೀಯ ಕಾಲೇಜುಗಳಲ್ಲಿ 55 ಮಂದಿ ಹೊರಗುತ್ತಿಗೆ ನೌಕರರನ್ನು ನೇಮಿಸಿಕೊಳ್ಳಲಾಗಿದ್ದು, ಇವರಿಗೆ ಕನಿಷ್ಠ ವೇತನ ನೀಡದೆ ವಂಚಿಸಲಾಗುತ್ತಿದೆ ಎಂದು ಕಾರ್ಮಿಕ ಸಂಘಟನೆ ಆರೋಪಿಸಿದೆ. ಈ ಬಗ್ಗೆ ಕಾರ್ಮಿಕ ಇಲಾಖೆಗೆ ದೂರು ನೀಡಲಾಗಿದ್ದು, ಸಂಬಂಧಪಟ್ಟ ಗುತ್ತಿಗೆದಾರರ ವಿರುದ್ಧ ಕ್ರಮ ಕೈಗೊಳ್ಳಬೇಕು ಎಂದು ಒತ್ತಾಯಿಸಲಾಗಿದೆ. ಸರ್ಕಾರ ನಿಗದಿಪಡಿಸಿದ ವೇತನವನ್ನು ನೀಡದೆ ಕಡಿಮೆ ಮೊತ್ತ ಪಾವತಿಸಲಾಗುತ್ತಿದೆ. ಪಿಎಫ್ ಹಾಗೂ ಇಎಸ್ಐ ಸೌಲಭ್ಯವನ್ನೂ ಸರಿಯಾಗಿ ನೀಡುತ್ತಿಲ್ಲ. ಈ ಕುರಿತು ತನಿಖೆ ನಡೆಸಿ ನೌಕರರಿಗೆ ನ್ಯಾಯ ಒದಗಿಸಬೇಕು ಎಂದು ಮನವಿ ಮಾಡಲಾಗಿದೆ. ಕಳೆದ ಹಲವು ತಿಂಗಳಿಂದ ವೇತನ ಬಾಕಿ ಉಳಿದಿದ್ದು ನೌಕರರು ಸಂಕಷ್ಟದಲ್ಲಿದ್ದಾರೆ. ಒಪ್ಪಂದದ ಷರತ್ತುಗಳನ್ನು ಉಲ್ಲಂಘಿಸಿರುವ ಏಜೆನ್ಸಿಯ ಪರವಾನಗಿ ರದ್ದುಪಡಿಸಬೇಕು ಎಂದು ಸಂಘಟನೆಯ ಮುಖಂಡರು ಆಗ್ರಹಿಸಿದರು.: [1213, 162, 1513, 321]
- karabba-photo-1: [859, 1464, 1003, 1634]
- lead-kicker: ಅಂತಾರಾಷ್ಟ್ರೀಯ ಯೋಗ ದಿನಾಚರಣೆ | ಆರೋಗ್ಯ ಸಚಿವ ದಿನೇಶ್ ಗುಂಡೂರಾವ್ ಅಭಿಪ್ರಾಯ: [6, 108, 1190, 153]
- stage-people: [323, 338, 864, 508]
- masthead-divider: [1445, 11, 1447, 85]
- fuel-headline: ತೈಲ ದರ ಏರಿಕೆ ವಾಪಸ್ ಪಡೆಯಲು ಮನವಿ: [484, 775, 640, 825]
- story-upanishad: [6, 1869, 828, 2406]
- upanishad-body-left: ಮೈಸೂರು: ಭಾರತದ ಪರಮ ಶ್ರೇಷ್ಠವಾದ ಸಾಹಿತ್ಯ ಉಪನಿಷತ್ತು. ಅದರಲ್ಲಿನ ಆಲೋಚನೆ, ವೇದ, ಇತಿಹಾಸ, ಪುರಾಣ, ಆಧ್ಯಾತ್ಮ ವಿದ್ಯೆಗಳು ಜಗತ್ತಿಗೇ ಮಾರ್ಗದರ್ಶನ ನೀಡುವಂತಿವೆ ಎಂದು ಡಾ.ಕೆ.ಎಲ್.ಶಂಕರನಾರಾಯಣ ಜೋಯಿಸ್ ಅಭಿಪ್ರಾಯಪಟ್ಟರು. ಕರ್ನಾಟಕ ಯೋಗ ಶಿಕ್ಷಕರ ಒಕ್ಕೂಟ ಆಯೋಜಿಸಿದ್ದ ರಾಜ್ಯಮಟ್ಟದ ಪ್ರಥಮ ಯೋಗ ಸಮ್ಮೇಳನದಲ್ಲಿ ಅವರು ಮಾತನಾಡಿದರು. ಉಪನಿಷತ್ತುಗಳ ಅಧ್ಯಯನದಿಂದ ಜೀವನದ ಮೌಲ್ಯಗಳನ್ನು ಅರಿಯಲು ಸಾಧ್ಯ. ಯೋಗ ಮತ್ತು ವೇದಾಂತದ ನಡುವಿನ ಸಂಬಂಧ ಅವಿನಾಭಾವವಾದದ್ದು. ಪ್ರಾಚೀನ ಋಷಿಮುನಿಗಳು ಮನುಕುಲದ ಒಳಿತಿಗಾಗಿ ಜ್ಞಾನ ಸಂಪತ್ತನ್ನು ನೀಡಿದ್ದಾರೆ. ಯುವ ಪೀಳಿಗೆ ಇದನ್ನು ಅರಿತು ಮುನ್ನಡೆಯಬೇಕು ಎಂದು ಕಿವಿಮಾತು ಹೇಳಿದರು. ಭಗವದ್ಗೀತೆಯ ತತ್ವಗಳು ಇಂದಿಗೂ ಪ್ರಸ್ತುತ. ಕರ್ಮ, ಜ್ಞಾನ, ಭಕ್ತಿ ಮಾರ್ಗಗಳ ಮೂಲಕ ಜೀವನ ಸಾರ್ಥಕಗೊಳಿಸಿಕೊಳ್ಳಬಹುದು. ಸಮಾರಂಭದಲ್ಲಿ ಯೋಗಪಟುಗಳು, ಸಂಶೋಧಕರು ಭಾಗವಹಿಸಿದ್ದರು.: [6, 1971, 262, 2178]
- masthead-date: 25.6.2024: [1292, 70, 1366, 85]
- rule-after-row3: [6, 1864, 1519, 1866]
- drama-kicker: ತಳ ಸಮುದಾಯದ ತಲ್ಲಣಗಳ ಅನಾವರಣ ಜಲದ ಮಂಟಪ: [686, 775, 1045, 798]
- masthead: [1207, 6, 1517, 87]
- palm-icon: 🌴: [1264, 16, 1298, 47]
- right-d-title: ಬಸವರಾಜು ಎರಡನೇ ಬಾರಿಗೆ ಆಯ್ಕೆ: [1213, 1634, 1435, 1656]
- page-number: 5: [1455, 5, 1498, 84]
- right-c-body: ಹುಳಿಯಾರು: ಪಟ್ಟಣದಲ್ಲಿ ಡಿಜಿಟಲ್ ಗ್ರಂಥಾಲಯ ಆರಂಭಿಸಿ ವಿದ್ಯಾರ್ಥಿಗಳ ಜ್ಞಾನ ವಿಕಾಸಕ್ಕೆ ನೆರವಾಗಬೇಕು ಎಂದು ನಾಗರಿಕರು ಒತ್ತಾಯಿಸಿದ್ದಾರೆ. ಪಟ್ಟಣದಲ್ಲಿರುವ ಗ್ರಂಥಾಲಯದಲ್ಲಿ ಸೌಲಭ್ಯಗಳ ಕೊರತೆ ಇದ್ದು, ಸ್ಪರ್ಧಾತ್ಮಕ ಪರೀಕ್ಷೆಗೆ ಸಿದ್ಧತೆ ನಡೆಸುವ ವಿದ್ಯಾರ್ಥಿಗಳಿಗೆ ತೊಂದರೆಯಾಗುತ್ತಿದೆ. ಕಂಪ್ಯೂಟರ್ ಹಾಗೂ ಇಂಟರ್ನೆಟ್ ಸೌಲಭ್ಯವುಳ್ಳ ಡಿಜಿಟಲ್ ಗ್ರಂಥಾಲಯ ಆರಂಭಿಸಿದರೆ ಗ್ರಾಮೀಣ ಭಾಗದ ವಿದ್ಯಾರ್ಥಿಗಳಿಗೆ ಅನುಕೂಲವಾಗಲಿದೆ. ಈ ಬಗ್ಗೆ ಜನಪ್ರತಿನಿಧಿಗಳು ಗಮನಹರಿಸಬೇಕು ಎಂದು ಮನವಿ ಮಾಡಿದ್ದಾರೆ. ಪ್ರತಿದಿನ ನೂರಾರು ವಿದ್ಯಾರ್ಥಿಗಳು ಗ್ರಂಥಾಲಯಕ್ಕೆ ಭೇಟಿ ನೀಡುತ್ತಿದ್ದು, ಸ್ಥಳಾವಕಾಶದ ಕೊರತೆಯೂ ಇದೆ. ಹೊಸ ಕಟ್ಟಡ ನಿರ್ಮಿಸಿ ಸುಸಜ್ಜಿತ ಗ್ರಂಥಾಲಯ ಒದಗಿಸಬೇಕು.: [1213, 1173, 1513, 1299]
- right-c-title: ಹುಳಿಯಾರಿನಲ್ಲಿ ಡಿಜಿಟಲ್ ಗ್ರಂಥಾಲಯ ಆರಂಭಿಸಿ: [1213, 1120, 1511, 1143]
- right-column: [1204, 101, 1522, 1856]
- story-fuel: [450, 774, 673, 1408]
- yoga-teacher-box: [887, 237, 1196, 763]
- vrule-row4: [834, 1869, 835, 2395]
- box-tail: ಜಿಲ್ಲಾ ಆರೋಗ್ಯಾಧಿಕಾರಿ ಡಾ.ಪಿ.ಸಿ.ಕುಮಾರಸ್ವಾಮಿ, ಡಾ.ಲಕ್ಷ್ಮೀ ನಾರಾಯಣ ಶೆಣೈ, ಮುಡಾ ಮಾಜಿ ಅಧ್ಯಕ್ಷ ಹೆಚ್.ವಿ.ರಾಜೀವ್, ಯೋಗ ಒಕ್ಕೂಟದ ಪದಾಧಿಕಾರಿಗಳು ಹಾಜರಿದ್ದರು.: [887, 681, 1196, 709]
- karabba-body-right: ಪಟ್ಟಣದಲ್ಲಿ ಕಾರಹುಣ್ಣಿಮೆ ಅಂಗವಾಗಿ ಕಾರಬ್ಬ ಆಚರಣೆಯನ್ನು ಅರ್ಥಪೂರ್ಣವಾಗಿ ಆಚರಿಸಲಾಯಿತು. ರೈತರು ತಮ್ಮ ಎತ್ತುಗಳನ್ನು ಸಿಂಗರಿಸಿ ಮೆರವಣಿಗೆ ನಡೆಸಿದರು. ಬಣ್ಣ ಬಣ್ಣದ ವಸ್ತ್ರ, ಗೆಜ್ಜೆ ಹಾಗೂ ಹೂವಿನ ಹಾರಗಳಿಂದ ಅಲಂಕರಿಸಿದ್ದ ಎತ್ತುಗಳು ಗಮನ ಸೆಳೆದವು. ಗ್ರಾಮದೇವತೆಗೆ ವಿಶೇಷ ಪೂಜೆ ಸಲ್ಲಿಸಲಾಯಿತು. ಕೃಷಿ ಚಟುವಟಿಕೆ ಆರಂಭಕ್ಕೂ ಮುನ್ನ ಆಚರಿಸುವ ಈ ಹಬ್ಬ ರೈತರ ಪಾಲಿಗೆ ವಿಶೇಷವಾದದ್ದು. ಮಳೆ ಬೆಳೆ ಸಮೃದ್ಧವಾಗಲಿ ಎಂದು ಪ್ರಾರ್ಥಿಸಲಾಯಿತು. ಯುವಕರು ಕರಿ ಹರಿಯುವ ಸ್ಪರ್ಧೆಯಲ್ಲಿ ಉತ್ಸಾಹದಿಂದ ಪಾಲ್ಗೊಂಡರು. ಗ್ರಾಮೀಣ ಸೊಗಡಿನ ಹಬ್ಬವನ್ನು ನೋಡಲು ಸುತ್ತಮುತ್ತಲ ಗ್ರಾಮಗಳಿಂದ ಜನರು ಆಗಮಿಸಿದ್ದರು. ಸಂಪ್ರದಾಯ ಉಳಿಸುವ ಕೆಲಸ ನಡೆಯಬೇಕು ಎಂದು ಹಿರಿಯರು ಹೇಳಿದರು.: [859, 1641, 1195, 1751]
